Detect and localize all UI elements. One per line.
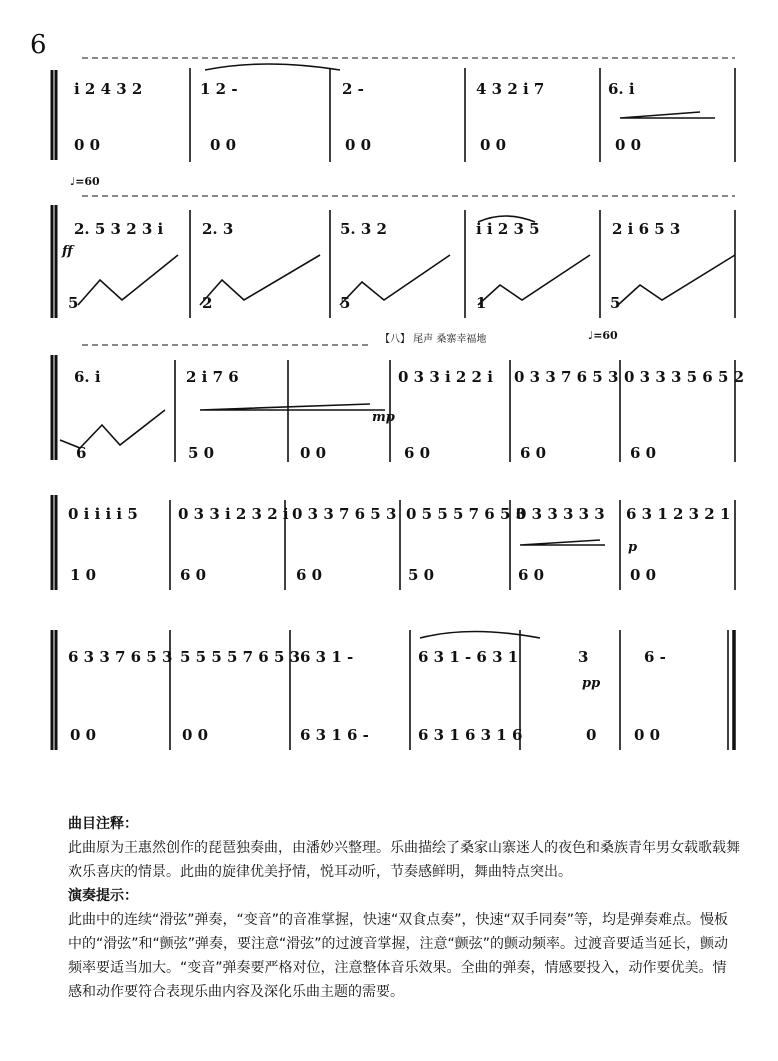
measure-lower: 0 0 — [345, 136, 372, 154]
measure-lower: 5 0 — [408, 566, 435, 584]
measure-lower: 6 3 1 6 - — [300, 726, 369, 744]
measure-upper: 0 3 3 3 5 6 5 2 — [624, 368, 745, 386]
measure-lower: 0 0 — [300, 444, 327, 462]
measure-lower: 0 0 — [480, 136, 507, 154]
measure-lower: 6 0 — [630, 444, 657, 462]
performance-body: 此曲中的连续“滑弦”弹奏，“变音”的音准掌握，快速“双食点奏”，快速“双手同奏”等，均是弹奏难点。慢板中的“滑弦”和“颤弦”弹奏，要注意“滑弦”的过渡音掌握，注意“颤弦”的颤动频率。过渡音要适当延长，颤动频率要适当加大。“变音”弹奏要严格对位，注意整体音乐效果。全曲的弹奏，情感要投入，动作要优美。情感和动作要符合表现乐曲内容及深化乐曲主题的需要。 — [68, 912, 729, 1000]
measure-lower: 0 0 — [74, 136, 101, 154]
measure-upper: 6 3 1 2 3 2 1 — [626, 505, 731, 523]
measure-lower: 0 0 — [210, 136, 237, 154]
measure-lower: 5 — [610, 294, 621, 312]
measure-upper: 1 2 - — [200, 80, 238, 98]
commentary-body: 此曲原为王惠然创作的琵琶独奏曲，由潘妙兴整理。乐曲描绘了桑家山寨迷人的夜色和桑族青年男女载歌载舞欢乐喜庆的情景。此曲的旋律优美抒情，悦耳动听，节奏感鲜明，舞曲特点突出。 — [68, 840, 740, 880]
dynamic-mark: pp — [582, 676, 601, 691]
measure-upper: 6. i — [608, 80, 635, 98]
measure-upper: 3 — [578, 648, 589, 666]
measure-lower: 6 0 — [518, 566, 545, 584]
measure-upper: 0 5 5 5 7 6 5 3 — [406, 505, 527, 523]
measure-upper: 2. 5 3 2 3 i — [74, 220, 164, 238]
measure-lower: 0 0 — [630, 566, 657, 584]
measure-lower: 6 0 — [180, 566, 207, 584]
measure-lower: 0 — [586, 726, 597, 744]
measure-upper: 5. 3 2 — [340, 220, 387, 238]
measure-upper: 2. 3 — [202, 220, 234, 238]
measure-lower: 5 0 — [188, 444, 215, 462]
measure-lower: 0 0 — [634, 726, 661, 744]
measure-upper: 2 - — [342, 80, 364, 98]
measure-lower: 6 0 — [296, 566, 323, 584]
measure-lower: 6 0 — [404, 444, 431, 462]
measure-upper: 0 i i i i 5 — [68, 505, 138, 523]
measure-upper: 6 3 3 7 6 5 3 — [68, 648, 173, 666]
tempo-mark: ♩=60 — [70, 175, 100, 188]
measure-upper: 5 5 5 5 7 6 5 3 — [180, 648, 301, 666]
measure-upper: 0 3 3 i 2 3 2 i — [178, 505, 289, 523]
page-number: 6 — [30, 30, 47, 60]
dynamic-mark: ff — [62, 244, 73, 259]
measure-upper: 6 3 1 - — [300, 648, 354, 666]
measure-upper: i i 2 3 5 — [476, 220, 540, 238]
measure-lower: 0 0 — [70, 726, 97, 744]
measure-lower: 5 — [340, 294, 351, 312]
measure-upper: 4 3 2 i 7 — [476, 80, 545, 98]
measure-lower: 1 — [476, 294, 487, 312]
measure-upper: i 2 4 3 2 — [74, 80, 143, 98]
measure-upper: 0 3 3 7 6 5 3 — [514, 368, 619, 386]
measure-upper: 0 3 3 3 3 3 — [516, 505, 605, 523]
measure-upper: 2 i 6 5 3 — [612, 220, 681, 238]
measure-upper: 6. i — [74, 368, 101, 386]
measure-lower: 0 0 — [182, 726, 209, 744]
measure-lower: 5 — [68, 294, 79, 312]
measure-lower: 6 — [76, 444, 87, 462]
measure-upper: 6 3 1 - 6 3 1 — [418, 648, 519, 666]
dynamic-mark: p — [628, 540, 638, 555]
notes-section — [68, 812, 740, 1004]
commentary-heading: 曲目注释： — [68, 816, 138, 832]
measure-upper: 6 - — [644, 648, 666, 666]
measure-lower: 0 0 — [615, 136, 642, 154]
measure-lower: 2 — [202, 294, 213, 312]
section-label: 【八】 尾声 桑寨幸福地 — [380, 334, 487, 345]
measure-upper: 0 3 3 7 6 5 3 — [292, 505, 397, 523]
tempo-mark: ♩=60 — [588, 329, 618, 342]
measure-lower: 6 0 — [520, 444, 547, 462]
measure-lower: 1 0 — [70, 566, 97, 584]
performance-heading: 演奏提示： — [68, 888, 138, 904]
measure-upper: 2 i 7 6 — [186, 368, 239, 386]
measure-lower: 6 3 1 6 3 1 6 — [418, 726, 523, 744]
measure-upper: 0 3 3 i 2 2 i — [398, 368, 493, 386]
dynamic-mark: mp — [372, 410, 395, 425]
